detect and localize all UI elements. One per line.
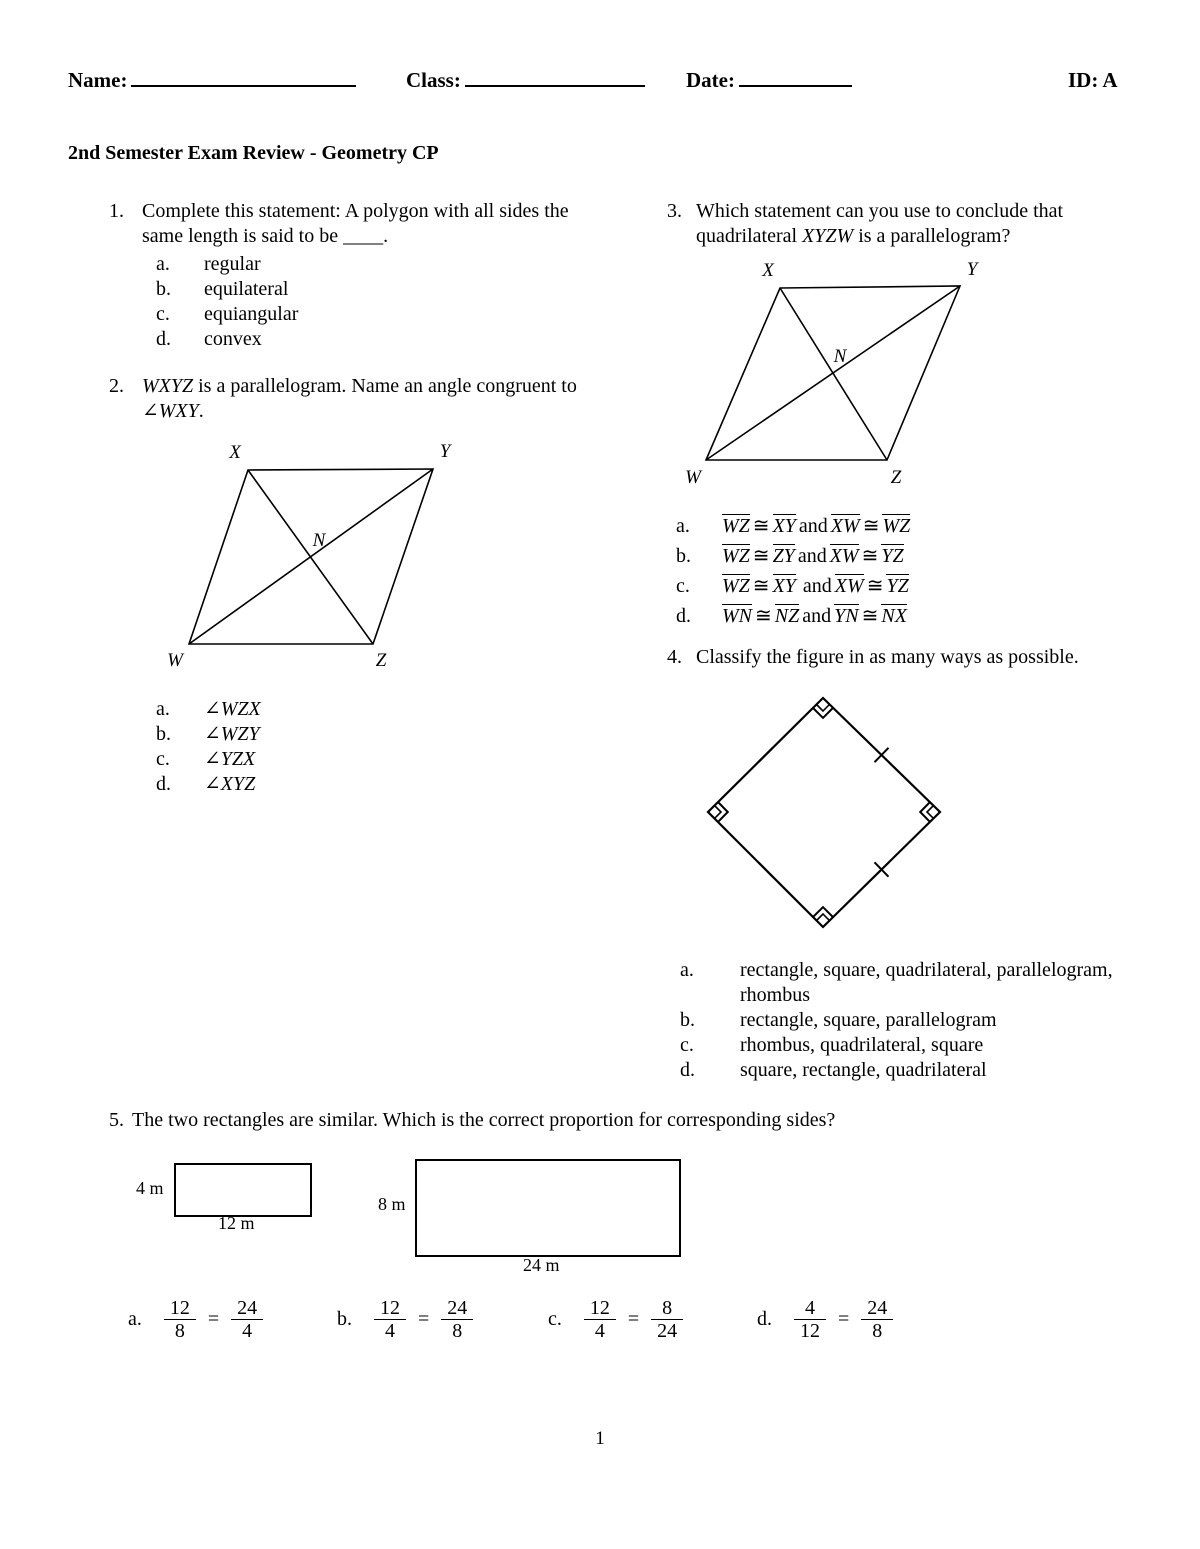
choice-3c-seg3: XW [834,575,864,597]
question-2-stem-period: . [198,400,204,422]
choice-5b-right-denominator: 8 [441,1319,473,1342]
choice-3a-label: a. [676,515,690,537]
question-3-figure-name: XYZW [802,225,854,247]
question-4 [648,645,1118,670]
choice-3c-seg2: XY [772,575,796,597]
choice-3d-seg2: NZ [774,605,800,627]
date-blank-line[interactable] [739,69,852,87]
choice-5d-left-denominator: 12 [794,1319,826,1342]
and-word: and [802,605,832,627]
and-word: and [797,545,827,567]
choice-4a-text: rectangle, square, quadrilateral, parallelogram, rhombus [740,959,1113,1006]
question-4-number: 4. [667,646,682,668]
choice-2b-label: b. [156,723,171,745]
vertex-label-w: W [167,650,183,671]
choice-3d-seg1: WN [722,605,752,627]
choice-2c-label: c. [156,748,170,770]
congruent-icon: ≅ [866,575,884,597]
small-rectangle [174,1163,312,1217]
congruent-icon: ≅ [755,605,772,627]
choice-3b-seg4: YZ [881,545,904,567]
class-label: Class: [406,68,461,92]
choice-1d-text: convex [204,328,262,350]
choice-1b-text: equilateral [204,278,289,300]
name-field [68,68,356,93]
choice-3d-seg4: NX [881,605,907,627]
exam-id: ID: A [1068,68,1118,92]
choice-3c-label: c. [676,575,690,597]
vertex-label-y: Y [966,259,978,280]
choice-4a[interactable] [670,958,1148,1008]
question-1-stem-text: Complete this statement: A polygon with all sides the same length is said to be [142,200,569,247]
choice-3a-seg2: XY [772,515,796,537]
choice-5a-right-denominator: 4 [231,1319,263,1342]
choice-3c-seg1: WZ [722,575,750,597]
choice-5c-left-fraction [584,1297,616,1342]
choice-5a-right-fraction [231,1297,263,1342]
choice-4c-text: rhombus, quadrilateral, square [740,1034,984,1056]
choice-5c-left-numerator: 12 [589,1297,610,1319]
class-field [406,68,645,93]
page-number: 1 [595,1428,605,1449]
choice-2c-text: ∠YZX [204,748,256,770]
choice-5b-right-numerator: 24 [447,1297,468,1319]
choice-5d-right-fraction [861,1297,893,1342]
choice-4b[interactable] [670,1008,1148,1033]
choice-5d-left-numerator: 4 [805,1297,815,1319]
question-2 [90,374,600,424]
question-2-figure-name: WXYZ [142,375,194,397]
equals-icon: = [418,1308,430,1330]
choice-2c[interactable] [142,747,410,772]
choice-2d-label: d. [156,773,171,795]
choice-5a-left-numerator: 12 [169,1297,190,1319]
question-3-choices [648,508,1088,631]
choice-1c-label: c. [156,303,170,325]
choice-1a[interactable] [142,252,590,277]
question-3-stem-text: Which statement can you use to conclude that quadrilateral [696,200,1064,247]
question-4-stem: Classify the figure in as many ways as possible. [696,646,1079,668]
large-rectangle-height-label: 8 m [378,1194,406,1214]
choice-5a-left-fraction [164,1297,196,1342]
name-label: Name: [68,68,128,92]
choice-5b[interactable] [337,1297,473,1342]
vertex-label-z: Z [890,467,902,488]
choice-4d-text: square, rectangle, quadrilateral [740,1059,987,1081]
vertex-label-y: Y [439,441,451,462]
choice-1b[interactable] [142,277,590,302]
choice-3c-seg4: YZ [886,575,909,597]
choice-5b-left-numerator: 12 [380,1297,400,1319]
name-blank-line[interactable] [131,69,356,87]
congruent-icon: ≅ [752,575,770,597]
square-figure-q4 [690,690,970,940]
vertex-label-n: N [312,530,326,551]
document-title: 2nd Semester Exam Review - Geometry CP [68,142,439,164]
choice-3b-seg1: WZ [722,545,750,567]
and-word: and [798,515,828,537]
choice-3d[interactable] [670,601,1088,631]
question-2-stem-text: is a parallelogram. Name an angle congruent to [193,375,577,397]
date-label: Date: [686,68,735,92]
small-rectangle-height-label: 4 m [136,1178,164,1198]
choice-5a[interactable] [128,1297,263,1342]
question-3 [648,199,1118,249]
choice-3b[interactable] [670,541,1088,571]
choice-5c[interactable] [548,1297,683,1342]
question-1 [90,199,590,352]
choice-1d-label: d. [156,328,171,350]
choice-5b-label: b. [337,1308,352,1330]
choice-3a-seg4: WZ [882,515,911,537]
question-2-stem [142,374,600,424]
choice-4a-label: a. [680,959,694,981]
parallelogram-figure-q2 [150,438,480,678]
choice-3d-label: d. [676,605,691,627]
choice-4d-label: d. [680,1059,695,1081]
choice-5c-left-denominator: 4 [584,1319,616,1342]
question-3-stem-text2: is a parallelogram? [853,225,1011,247]
equals-icon: = [627,1308,640,1330]
equals-icon: = [838,1308,850,1330]
question-1-number: 1. [109,200,124,222]
choice-5b-left-fraction [374,1297,406,1342]
choice-3d-seg3: YN [834,605,859,627]
and-word: and [802,575,832,597]
choice-2a-label: a. [156,698,170,720]
choice-3a-seg3: XW [830,515,860,537]
large-rectangle-width-label: 24 m [523,1255,560,1275]
choice-2b-text: ∠WZY [204,723,260,745]
choice-2d-text: ∠XYZ [204,773,256,795]
choice-5d-right-denominator: 8 [861,1319,893,1342]
large-rectangle [415,1159,681,1257]
choice-3b-label: b. [676,545,691,567]
question-2-choices [90,694,410,797]
congruent-icon: ≅ [752,515,770,537]
choice-1b-label: b. [156,278,171,300]
choice-1c[interactable] [142,302,590,327]
vertex-label-w: W [685,467,701,488]
choice-4c-label: c. [680,1034,694,1056]
question-2-number: 2. [109,375,124,397]
choice-5c-right-fraction [651,1297,683,1342]
vertex-label-x: X [762,260,774,281]
question-1-stem-period: . [383,225,389,247]
choice-3b-seg3: XW [829,545,859,567]
choice-5a-left-denominator: 8 [164,1319,196,1342]
choice-4d[interactable] [670,1058,1148,1083]
choice-5a-label: a. [128,1308,142,1330]
choice-2d[interactable] [142,772,410,797]
choice-3c[interactable] [670,571,1088,601]
choice-5c-right-numerator: 8 [662,1297,673,1319]
choice-5b-left-denominator: 4 [374,1319,406,1342]
vertex-label-n: N [833,346,847,367]
choice-5d-right-numerator: 24 [867,1297,888,1319]
question-5 [90,1108,990,1133]
choice-3a-seg1: WZ [722,515,750,537]
choice-4c[interactable] [670,1033,1148,1058]
congruent-icon: ≅ [861,605,879,627]
question-1-blank: ____ [343,225,384,247]
choice-1c-text: equiangular [204,303,299,325]
choice-4b-label: b. [680,1009,695,1031]
choice-2b[interactable] [142,722,410,747]
congruent-icon: ≅ [752,545,770,567]
small-rectangle-width-label: 12 m [218,1213,255,1233]
question-3-number: 3. [667,200,682,222]
class-blank-line[interactable] [465,69,645,87]
vertex-label-z: Z [375,650,387,671]
equals-icon: = [207,1308,220,1330]
choice-5d-left-fraction [794,1297,826,1342]
choice-5c-right-denominator: 24 [651,1319,683,1342]
choice-1a-label: a. [156,253,170,275]
question-4-choices [648,955,1148,1083]
choice-3a[interactable] [670,511,1088,541]
choice-1d[interactable] [142,327,590,352]
choice-2a-text: ∠WZX [204,698,261,720]
choice-5b-right-fraction [441,1297,473,1342]
choice-5a-right-numerator: 24 [237,1297,258,1319]
question-1-stem [142,199,590,249]
date-field [686,68,852,93]
question-1-choices [142,252,590,352]
choice-4b-text: rectangle, square, parallelogram [740,1009,997,1031]
vertex-label-x: X [229,442,241,463]
choice-2a[interactable] [142,697,410,722]
parallelogram-figure-q3 [684,258,1014,490]
question-2-angle: ∠WXY [142,400,199,422]
question-5-stem: The two rectangles are similar. Which is the correct proportion for corresponding sides? [132,1109,836,1131]
choice-1a-text: regular [204,253,261,275]
question-5-number: 5. [109,1109,124,1131]
congruent-icon: ≅ [861,545,879,567]
choice-5d[interactable] [757,1297,893,1342]
choice-5d-label: d. [757,1308,772,1330]
choice-3b-seg2: ZY [772,545,795,567]
question-3-stem [696,199,1118,249]
page-header [68,68,1132,98]
choice-5c-label: c. [548,1308,562,1330]
congruent-icon: ≅ [862,515,880,537]
